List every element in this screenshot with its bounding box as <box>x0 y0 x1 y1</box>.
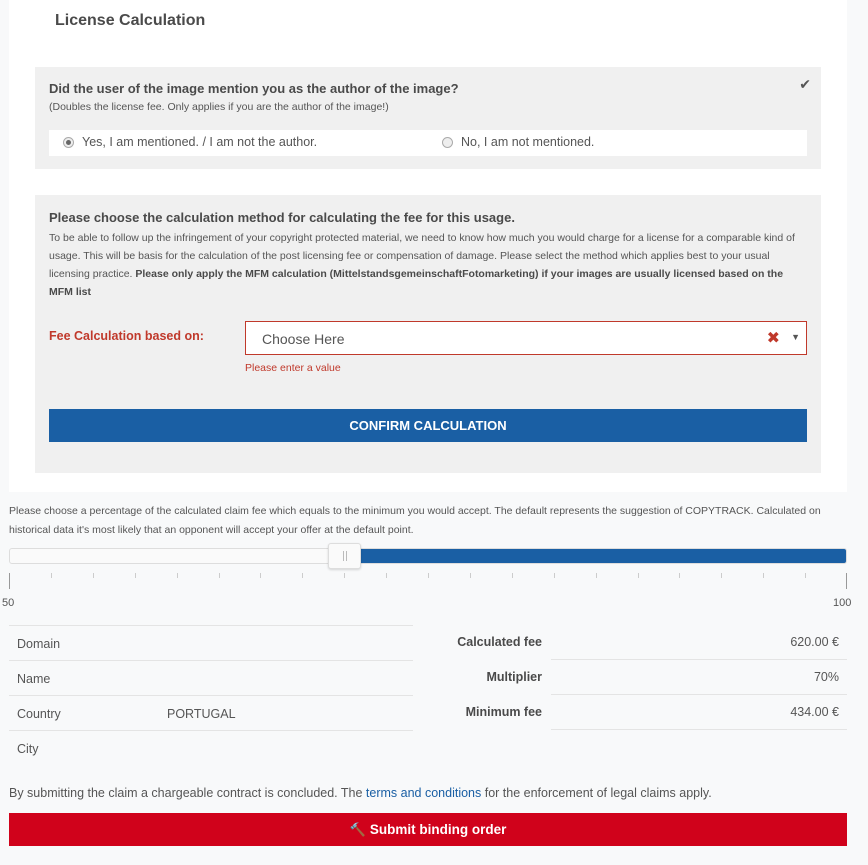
info-key: Domain <box>17 637 61 651</box>
method-description <box>49 229 809 301</box>
fee-value-cell <box>551 660 847 695</box>
slider-tick <box>51 573 52 578</box>
fee-summary-table <box>430 625 847 730</box>
slider-tick <box>596 573 597 578</box>
info-value: PORTUGAL <box>167 707 236 721</box>
terms-text-after: for the enforcement of legal claims apply. <box>481 786 712 800</box>
info-row-city <box>9 730 413 765</box>
radio-no-label: No, I am not mentioned. <box>461 135 595 149</box>
check-icon: ✔ <box>799 76 811 92</box>
radio-not-mentioned[interactable] <box>442 135 594 149</box>
fee-key: Multiplier <box>486 670 542 684</box>
info-row-name <box>9 660 413 695</box>
info-row-country <box>9 695 413 730</box>
terms-text-before: By submitting the claim a chargeable contract is concluded. The <box>9 786 366 800</box>
slider-tick <box>721 573 722 578</box>
radio-no-dot[interactable] <box>442 137 453 148</box>
select-placeholder: Choose Here <box>262 331 345 347</box>
mention-note: (Doubles the license fee. Only applies if you are the author of the image!) <box>49 101 389 113</box>
slider-tick <box>260 573 261 578</box>
fee-key: Calculated fee <box>457 635 542 649</box>
slider-tick <box>805 573 806 578</box>
slider-tick <box>9 573 10 589</box>
terms-link[interactable]: terms and conditions <box>365 786 482 800</box>
percentage-slider-track[interactable] <box>9 548 847 564</box>
slider-tick <box>302 573 303 578</box>
slider-tick <box>470 573 471 578</box>
gavel-icon: 🔨 <box>349 821 366 837</box>
radio-yes-dot[interactable] <box>63 137 74 148</box>
claim-info-table <box>9 625 413 765</box>
method-description-bold: Please only apply the MFM calculation (MittelstandsgemeinschaftFotomarketing) if your images are usually licensed based on the MFM list <box>49 268 784 298</box>
fee-row-calculated <box>430 625 847 660</box>
info-row-domain <box>9 625 413 660</box>
slider-handle[interactable] <box>328 543 361 569</box>
mention-panel <box>35 67 821 169</box>
fee-key: Minimum fee <box>465 705 542 719</box>
fee-value: 434.00 € <box>790 705 839 719</box>
submit-binding-order-button[interactable] <box>9 813 847 846</box>
fee-calculation-label: Fee Calculation based on: <box>49 329 204 343</box>
slider-tick <box>846 573 847 589</box>
fee-value-cell <box>551 695 847 730</box>
submit-label: Submit binding order <box>369 822 507 837</box>
terms-notice <box>9 786 712 800</box>
fee-row-minimum <box>430 695 847 730</box>
info-key: Name <box>17 672 51 686</box>
slider-description: Please choose a percentage of the calculated claim fee which equals to the minimum you would accept. The default represents the suggestion of COPYTRACK. Calculated on historical data it's most likely that an opponent will accept your offer at the default point. <box>9 505 821 536</box>
fee-value: 70% <box>813 670 839 684</box>
clear-icon[interactable]: ✖ <box>766 330 780 347</box>
slider-tick <box>763 573 764 578</box>
slider-tick <box>386 573 387 578</box>
radio-yes-label: Yes, I am mentioned. / I am not the author. <box>82 135 318 149</box>
mention-radio-group <box>49 130 807 156</box>
slider-tick <box>93 573 94 578</box>
slider-tick <box>135 573 136 578</box>
card-title: License Calculation <box>55 12 206 29</box>
fee-row-multiplier <box>430 660 847 695</box>
mention-question: Did the user of the image mention you as the author of the image? <box>49 81 459 96</box>
method-description-text: To be able to follow up the infringement of your copyright protected material, we need to know how much you would charge for a license for a comparable kind of usage. This will be basis for the calculation of the post licensing fee or compensation of damage. Please select the method which applies best to your usual licensing practice. <box>49 232 795 280</box>
calculation-method-panel <box>35 195 821 473</box>
select-error-message: Please enter a value <box>245 362 341 374</box>
info-key: Country <box>17 707 61 721</box>
slider-tick <box>554 573 555 578</box>
slider-tick <box>428 573 429 578</box>
license-calculation-card <box>9 0 847 492</box>
slider-tick <box>512 573 513 578</box>
slider-tick <box>679 573 680 578</box>
method-title: Please choose the calculation method for calculating the fee for this usage. <box>49 210 515 225</box>
slider-tick <box>177 573 178 578</box>
fee-calculation-select[interactable] <box>245 321 807 355</box>
radio-yes-mentioned[interactable] <box>63 135 317 149</box>
slider-tick <box>219 573 220 578</box>
slider-fill <box>345 549 846 563</box>
chevron-down-icon[interactable]: ▼ <box>791 332 800 342</box>
info-key: City <box>17 742 39 756</box>
fee-value: 620.00 € <box>790 635 839 649</box>
slider-max-label: 100 <box>833 597 852 609</box>
slider-tick <box>638 573 639 578</box>
slider-min-label: 50 <box>2 597 15 609</box>
confirm-calculation-button[interactable]: CONFIRM CALCULATION <box>49 409 807 442</box>
slider-tick <box>344 573 345 578</box>
slider-ticks <box>9 573 847 589</box>
fee-value-cell <box>551 625 847 660</box>
